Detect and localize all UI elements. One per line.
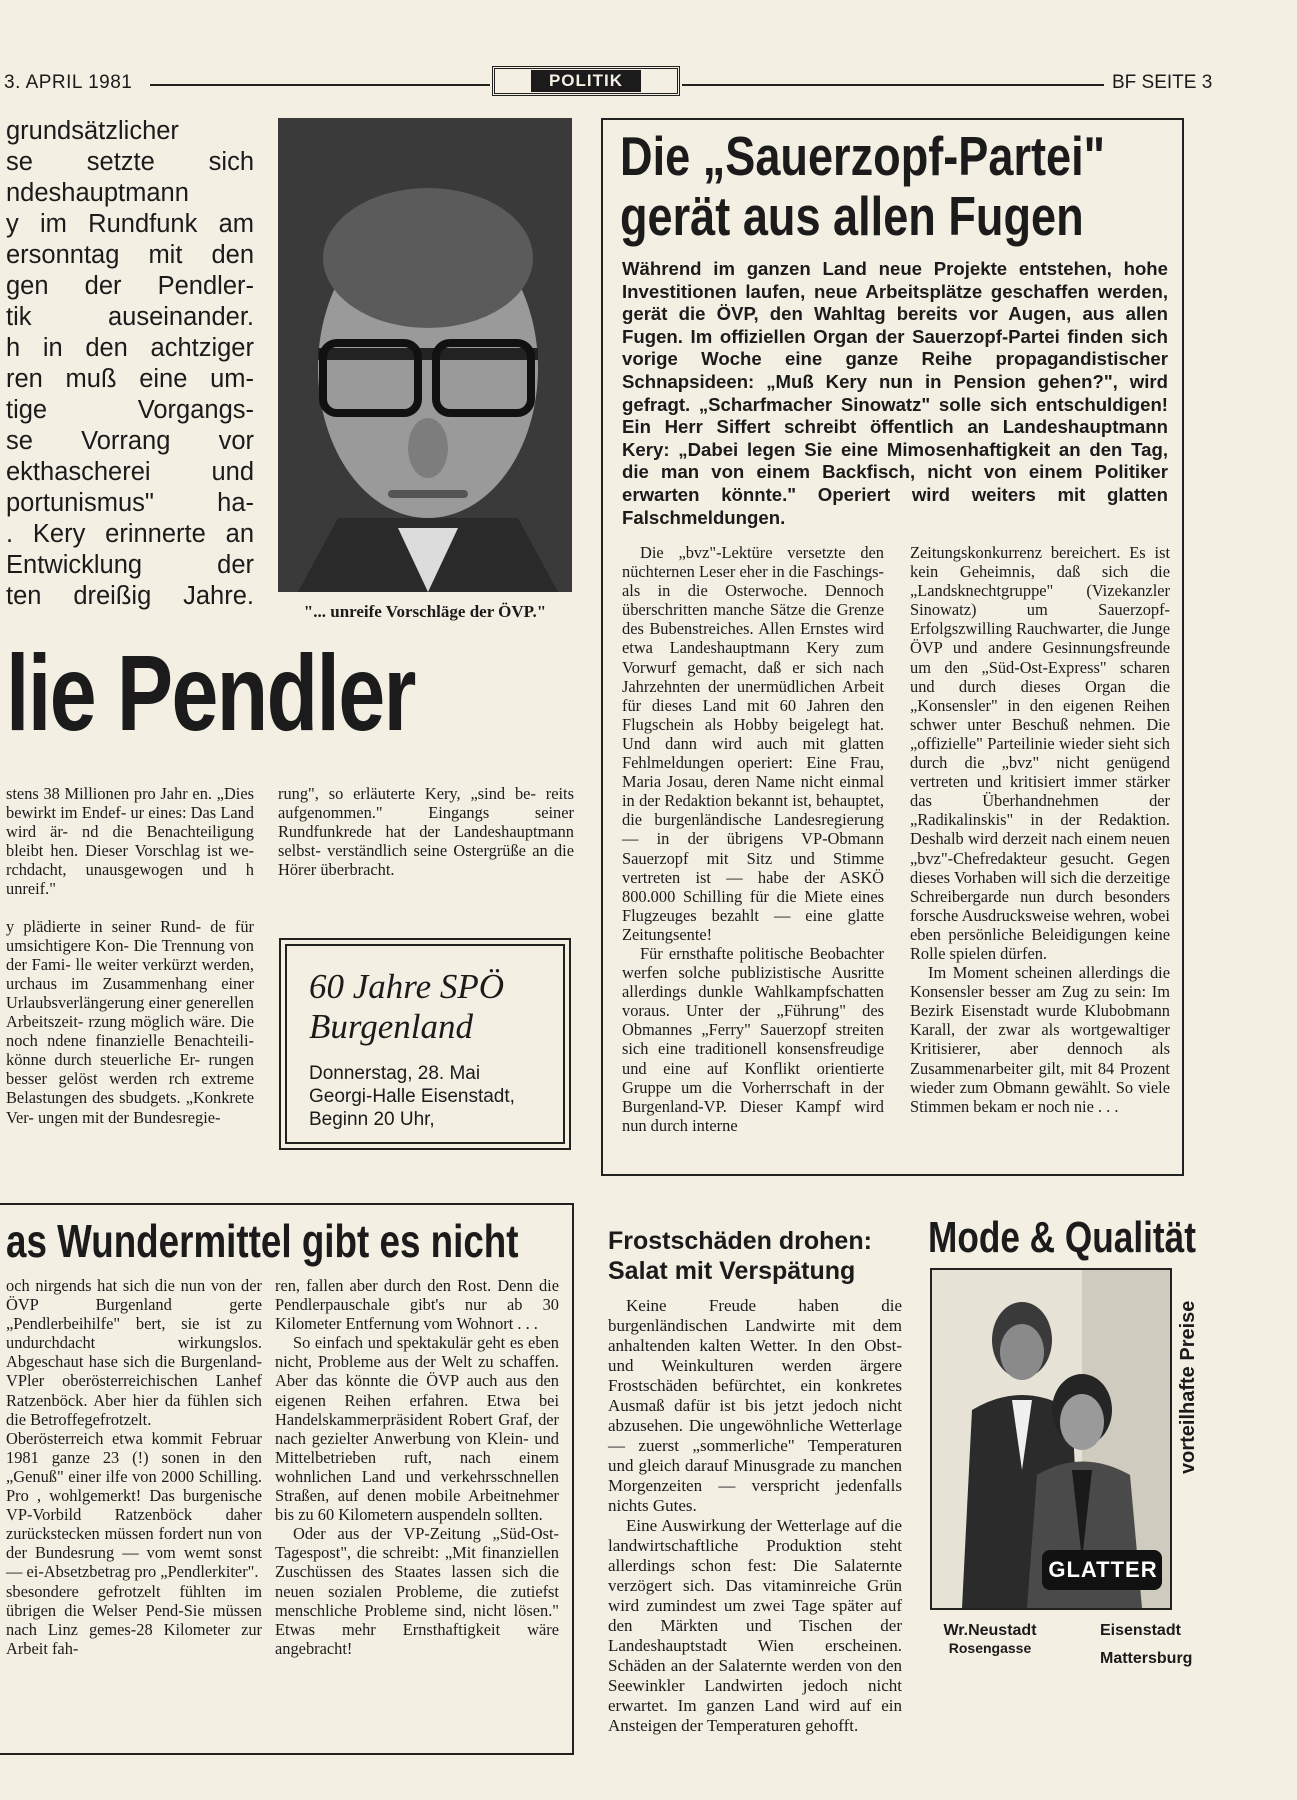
portrait-caption: "... unreife Vorschläge der ÖVP." [303,602,547,621]
frost-headline-line2: Salat mit Verspätung [608,1257,856,1285]
left-top-line: h in den achtziger [6,334,254,362]
sauerzopf-column-1 [622,543,884,1135]
left-top-line: portunismus" ha- [6,489,254,517]
pendler-column-2: rung", so erläuterte Kery, „sind be- reits aufgenommen." Eingangs seiner Rundfunkrede hat der Landeshauptmann selbst- verständlich seine Ostergrüße an die Hörer überbracht. [278,784,574,880]
left-top-line: ersonntag mit den [6,241,254,269]
left-top-line: ndeshauptmann [6,179,189,207]
left-top-line: ten dreißig Jahre. [6,582,254,610]
wundermittel-headline: as Wundermittel gibt es nicht [6,1215,519,1267]
ad-location-2 [1100,1622,1220,1668]
frost-para2: Eine Auswirkung der Wetterlage auf die landwirtschaftliche Produktion steht allerdings schon fest: Die Salaternte verzögert sich. Das vitaminreiche Grün wird zumindest um zwei Tage später auf den Märkten und Tischen der Landeshauptstadt Wien erscheinen. Schäden an der Salaternte werden von den Seewinkler Landwirten jedoch nicht erwartet. Im ganzen Land wird auf ein Ansteigen der Temperaturen gehofft. [608,1516,902,1735]
frost-headline-line1: Frostschäden drohen: [608,1227,872,1255]
frost-headline [608,1226,908,1286]
header-rule-left [150,84,490,86]
spoe-venue: Georgi-Halle Eisenstadt, [309,1086,515,1107]
pendler-col1-para1: stens 38 Millionen pro Jahr en. „Dies bewirkt im Endef- ur eines: Das Land wird är- nd die Benachteiligung bleibt hen. Dieser Vorschlag ist we- rchdacht, unausgewogen und h unreif." [6,784,254,899]
left-top-line: ren muß eine um- [6,365,254,393]
sauerzopf-col2-para1: Zeitungskonkurrenz bereichert. Es ist kein Geheimnis, daß sich die „Landsknechtgruppe" (Vizekanzler Sinowatz) um Sauerzopf-Erfolgszwilling Rauchwarter, die Junge ÖVP und andere Gesinnungsfreunde um den „Süd-Ost-Express" scharen und durch dieses Organ die „Konsensler" in den eigenen Reihen schwer unter Beschuß nehmen. Die „offizielle" Parteilinie wieder sieht sich durch die „bvz" nicht genügend vertreten und kritisiert immer stärker das Überhandnehmen der „Radikalinskis" in der Redaktion. Deshalb wird derzeit nach einem neuen „bvz"-Chefredakteur gesucht. Gegen dieses Vorhaben will sich die derzeitige Schreibergarde nun durch besonders forsche Ausdrucksweise wehren, wobei eben persönliche Beleidigungen keine Rolle spielen dürfen. [910,543,1170,963]
left-top-line: grundsätzlicher [6,117,179,145]
wundermittel-col2-para2: So einfach und spektakulär geht es eben nicht, Probleme aus der Welt zu schaffen. Aber das könnte die ÖVP auch aus den eigenen Reihen erfahren. Etwa bei Handelskammerpräsident Robert Graf, der nach gezielter Anwerbung von Klein- und Mittelbetrieben ruft, nach einem wohnlichen Land und verkehrsschnellen Straßen, auf denen mobile Arbeitnehmer bis zu 60 Kilometern auspendeln sollten. [275,1333,559,1525]
sauerzopf-col1-para1: Die „bvz"-Lektüre versetzte den nüchternen Leser eher in die Faschings- als in die Osterwoche. Dennoch überschritten manche Sätze die Grenze des Bubenstreiches. Allen Ernstes wird etwa Landeshauptmann Kery zum Vorwurf gemacht, daß er sich nach Jahrzehnten der unermüdlichen Arbeit für dieses Land mit 60 Jahren den Flugschein als Hobby beigelegt hat. Und dann wird auch mit glatten Fehlmeldungen operiert: Eine Frau, Maria Josau, deren Name nicht einmal in der Redaktion bekannt ist, behauptet, die burgenländische Landesregierung — in der übrigens VP-Obmann Sauerzopf mit Sitz und Stimme vertreten ist — habe der ASKÖ 800.000 Schilling für die Miete eines Flugzeuges bezahlt — eine glatte Zeitungsente! [622,543,884,944]
left-top-line: ekthascherei und [6,458,254,486]
ad-location-1 [930,1622,1050,1656]
frost-article-body [608,1296,902,1736]
left-top-line: Entwicklung der [6,551,254,579]
sauerzopf-col1-para2: Für ernsthafte politische Beobachter werfen solche publizistische Ausritte allerdings dunkle Wahlkampfschatten voraus. Unter der „Führung" des Obmannes „Ferry" Sauerzopf streiten sich eine traditionell konsensfreudige und eine auf Konflikt orientierte Gruppe um die Vorherrschaft in der Burgenland-VP. Dieser Kampf wird nun durch interne [622,943,884,1135]
pendler-column-1 [6,784,254,1127]
ad-vertical-text: vorteilhafte Preise [1177,1300,1199,1474]
ad-headline: Mode & Qualität [928,1213,1196,1262]
wundermittel-col1-para1: och nirgends hat sich die nun von der ÖVP Burgenland gerte „Pendlerbeihilfe" bert, sie ist zu undurchdacht wirkungslos. Abgeschaut hase sich die Burgenland-VPler oberösterreichischen Lanhef Ratzenböck. Aber hier da fühlen sich die Betroffegefrotzelt. [6,1276,262,1429]
left-top-line: gen der Pendler- [6,272,254,300]
ad-loc1-city: Wr.Neustadt [943,1622,1037,1639]
spoe-date: Donnerstag, 28. Mai [309,1063,481,1084]
wundermittel-col1-para2: Oberösterreich etwa kommit Februar 1981 ganze 23 (!) sonen in den „Genuß" einer ilfe von 2000 Schilling. Pro , wohlgemerkt! Das burgenische VP-Vorbild Ratzenböck daher zurückstecken müssen fordert nun von der Bundesrung — vom wemt sonst — ei-Absetzbetrag pro „Pendlerkiter". [6,1428,262,1582]
header-date: 3. APRIL 1981 [4,72,133,93]
sauerzopf-headline [620,125,1106,247]
left-top-line: . Kery erinnerte an [6,520,254,548]
sauerzopf-headline-line2: gerät aus allen Fugen [620,185,1084,247]
frost-para1: Keine Freude haben die burgenländischen Landwirte mit dem anhaltenden kalten Wetter. In den Obst- und Weinkulturen werden ärgere Frostschäden befürchtet, ein konkretes Ausmaß dafür ist bis jetzt jedoch nicht abzusehen. Die ungewöhnliche Wetterlage — zuerst „sommerliche" Temperaturen und gleich darauf Minusgrade zu manchen Morgenzeiten — verspricht jedenfalls nichts Gutes. [608,1296,902,1515]
section-label-text: POLITIK [531,70,641,92]
pendler-headline: lie Pendler [6,632,415,753]
spoe-title-line1: 60 Jahre SPÖ [309,967,505,1006]
section-label [492,66,680,96]
wundermittel-col1-para3: sbesondere gefrotzelt fühlten im übrigen die Welser Pend-Sie müssen nach Linz gemes-28 Kilometer zur Arbeit fah- [6,1581,262,1658]
left-top-line: se setzte sich [6,148,254,176]
spoe-title-line2: Burgenland [309,1007,473,1046]
spoe-time: Beginn 20 Uhr, [309,1109,435,1130]
wundermittel-col2-para3: Oder aus der VP-Zeitung „Süd-Ost-Tagespost", die schreibt: „Mit finanziellen Zuschüssen des Staates lassen sich die neuen sozialen Probleme, die zutiefst menschliche Probleme sind, nicht lösen." Etwas mehr Ernsthaftigkeit wäre angebracht! [275,1524,559,1658]
sauerzopf-col2-para2: Im Moment scheinen allerdings die Konsensler besser am Zug zu sein: Im Bezirk Eisenstadt wurde Klubobmann Karall, der zwar als wortgewaltiger Kritisierer, aber dennoch als Zusammenarbeiter gilt, mit 84 Prozent wieder zum Obmann gewählt. So viele Stimmen bekam er noch nie . . . [910,963,1170,1116]
left-column-top [6,116,254,612]
left-top-line: tige Vorgangs- [6,396,254,424]
header-page: BF SEITE 3 [1112,72,1213,93]
ad-loc2-city2: Mattersburg [1100,1650,1193,1667]
left-top-line: y im Rundfunk am [6,210,254,238]
ad-brand-logo: GLATTER [1048,1557,1158,1582]
portrait-photo [278,118,572,592]
wundermittel-column-1 [6,1276,262,1658]
spoe-event-box [279,938,571,1150]
sauerzopf-headline-line1: Die „Sauerzopf-Partei" [620,125,1106,187]
ad-loc1-street: Rosengasse [948,1640,1032,1656]
pendler-col1-para2: y plädierte in seiner Rund- de für umsichtigere Kon- Die Trennung von der Fami- lle weiter verkürzt werden, urchaus im Zusammenhang einer Urlaubsverlängerung einer generellen Arbeitszeit- rzung möglich wäre. Die noch ndene finanzielle Benachteili- könne durch steuerliche Er- rungen besser gelöst werden rch extreme Belastungen des sbudgets. „Konkrete Ver- ungen mit der Bundesregie- [6,916,254,1127]
header-rule-right [682,84,1104,86]
sauerzopf-column-2 [910,543,1170,1116]
ad-loc2-city: Eisenstadt [1100,1622,1181,1639]
wundermittel-column-2 [275,1276,559,1658]
sauerzopf-lead: Während im ganzen Land neue Projekte entstehen, hohe Investitionen laufen, neue Arbeitsplätze geschaffen werden, gerät die ÖVP, den Wahltag bereits vor Augen, aus allen Fugen. Im offiziellen Organ der Sauerzopf-Partei finden sich vorige Woche eine ganze Reihe propagandistischer Schnapsideen: „Muß Kery nun in Pension gehen?", wird gefragt. „Scharfmacher Sinowatz" solle sich entschuldigen! Ein Herr Siffert schreibt öffentlich an Landeshauptmann Kery: „Dabei legen Sie eine Mimosenhaftigkeit an den Tag, die man von einem Backfisch, nicht von einem Politiker erwarten könnte." Operiert wird weiters mit glatten Falschmeldungen. [622,258,1168,528]
portrait-illustration [278,118,572,592]
wundermittel-col2-para1: ren, fallen aber durch den Rost. Denn die Pendlerpauschale gibt's nur ab 30 Kilometer Entfernung vom Wohnort . . . [275,1276,559,1334]
left-top-line: tik auseinander. [6,303,254,331]
left-top-line: se Vorrang vor [6,427,254,455]
